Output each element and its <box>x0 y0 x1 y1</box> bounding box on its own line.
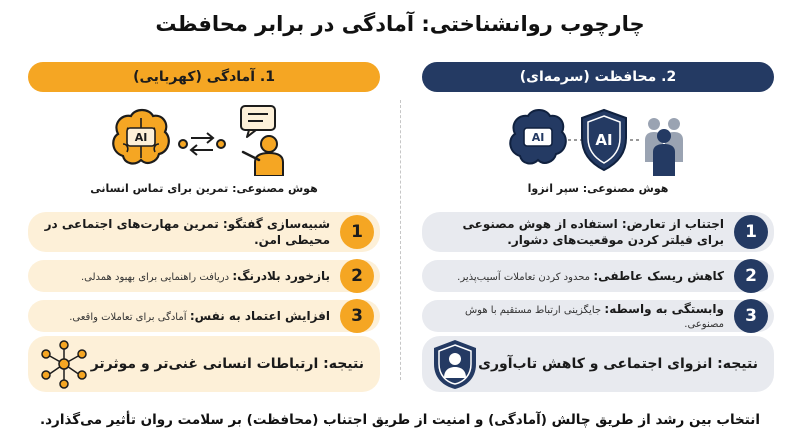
brain-icon <box>510 110 566 163</box>
item-text: اجتناب از تعارض: استفاده از هوش مصنوعی برای فیلتر کردن موقعیت‌های دشوار. <box>462 216 724 247</box>
item-number: 2 <box>340 259 374 293</box>
shield-person-icon <box>430 338 480 390</box>
shield-icon <box>582 110 626 170</box>
result-text: نتیجه: انزوای اجتماعی و کاهش تاب‌آوری <box>478 356 758 372</box>
protection-caption: هوش مصنوعی: سپر انزوا <box>527 182 669 195</box>
item-detail: دریافت راهنمایی برای بهبود همدلی. <box>80 271 230 283</box>
protection-items <box>422 212 774 332</box>
brain-icon <box>113 110 169 163</box>
people-group-icon <box>645 118 683 176</box>
preparation-caption: هوش مصنوعی: تمرین برای تماس انسانی <box>90 182 318 195</box>
preparation-header: 1. آمادگی (کهربایی) <box>28 62 380 92</box>
list-item <box>28 300 380 332</box>
item-detail: آمادگی برای تعاملات واقعی. <box>69 311 187 323</box>
page-title: چارچوب روانشناختی: آمادگی در برابر محافظت <box>155 12 645 36</box>
list-item <box>28 260 380 292</box>
item-number: 2 <box>734 259 768 293</box>
item-number: 1 <box>340 215 374 249</box>
item-detail: محدود کردن تعاملات آسیب‌پذیر. <box>457 271 591 283</box>
ai-label: AI <box>134 131 148 144</box>
result-text: نتیجه: ارتباطات انسانی غنی‌تر و موثرتر <box>90 356 364 372</box>
preparation-illustration <box>28 104 380 176</box>
item-title: وابستگی به واسطه: <box>604 301 724 316</box>
preparation-items <box>28 212 380 332</box>
preparation-result <box>28 336 380 392</box>
center-divider <box>400 100 401 380</box>
protection-result <box>422 336 774 392</box>
item-title: کاهش ریسک عاطفی: <box>593 268 724 283</box>
protection-column <box>422 62 774 392</box>
footer-summary: انتخاب بین رشد از طریق چالش (آمادگی) و امنیت از طریق اجتناب (محافظت) بر سلامت روان تأثیر می‌گذارد. <box>39 412 760 428</box>
ai-label: AI <box>595 131 613 149</box>
item-detail: جایگزینی ارتباط مستقیم با هوش مصنوعی. <box>464 304 724 330</box>
item-text: شبیه‌سازی گفتگو: تمرین مهارت‌های اجتماعی در محیطی امن. <box>44 216 330 247</box>
list-item <box>28 212 380 252</box>
ai-label: AI <box>531 131 545 144</box>
exchange-arrows-icon <box>179 133 225 155</box>
presenter-speech-icon <box>241 106 283 176</box>
item-title: افزایش اعتماد به نفس: <box>189 308 330 323</box>
list-item <box>422 260 774 292</box>
item-number: 3 <box>734 299 768 333</box>
protection-header: 2. محافظت (سرمه‌ای) <box>422 62 774 92</box>
network-people-icon <box>38 339 90 389</box>
list-item <box>422 212 774 252</box>
item-number: 1 <box>734 215 768 249</box>
protection-illustration <box>422 104 774 176</box>
item-title: بازخورد بلادرنگ: <box>232 268 330 283</box>
list-item <box>422 300 774 332</box>
item-number: 3 <box>340 299 374 333</box>
preparation-column <box>28 62 380 392</box>
